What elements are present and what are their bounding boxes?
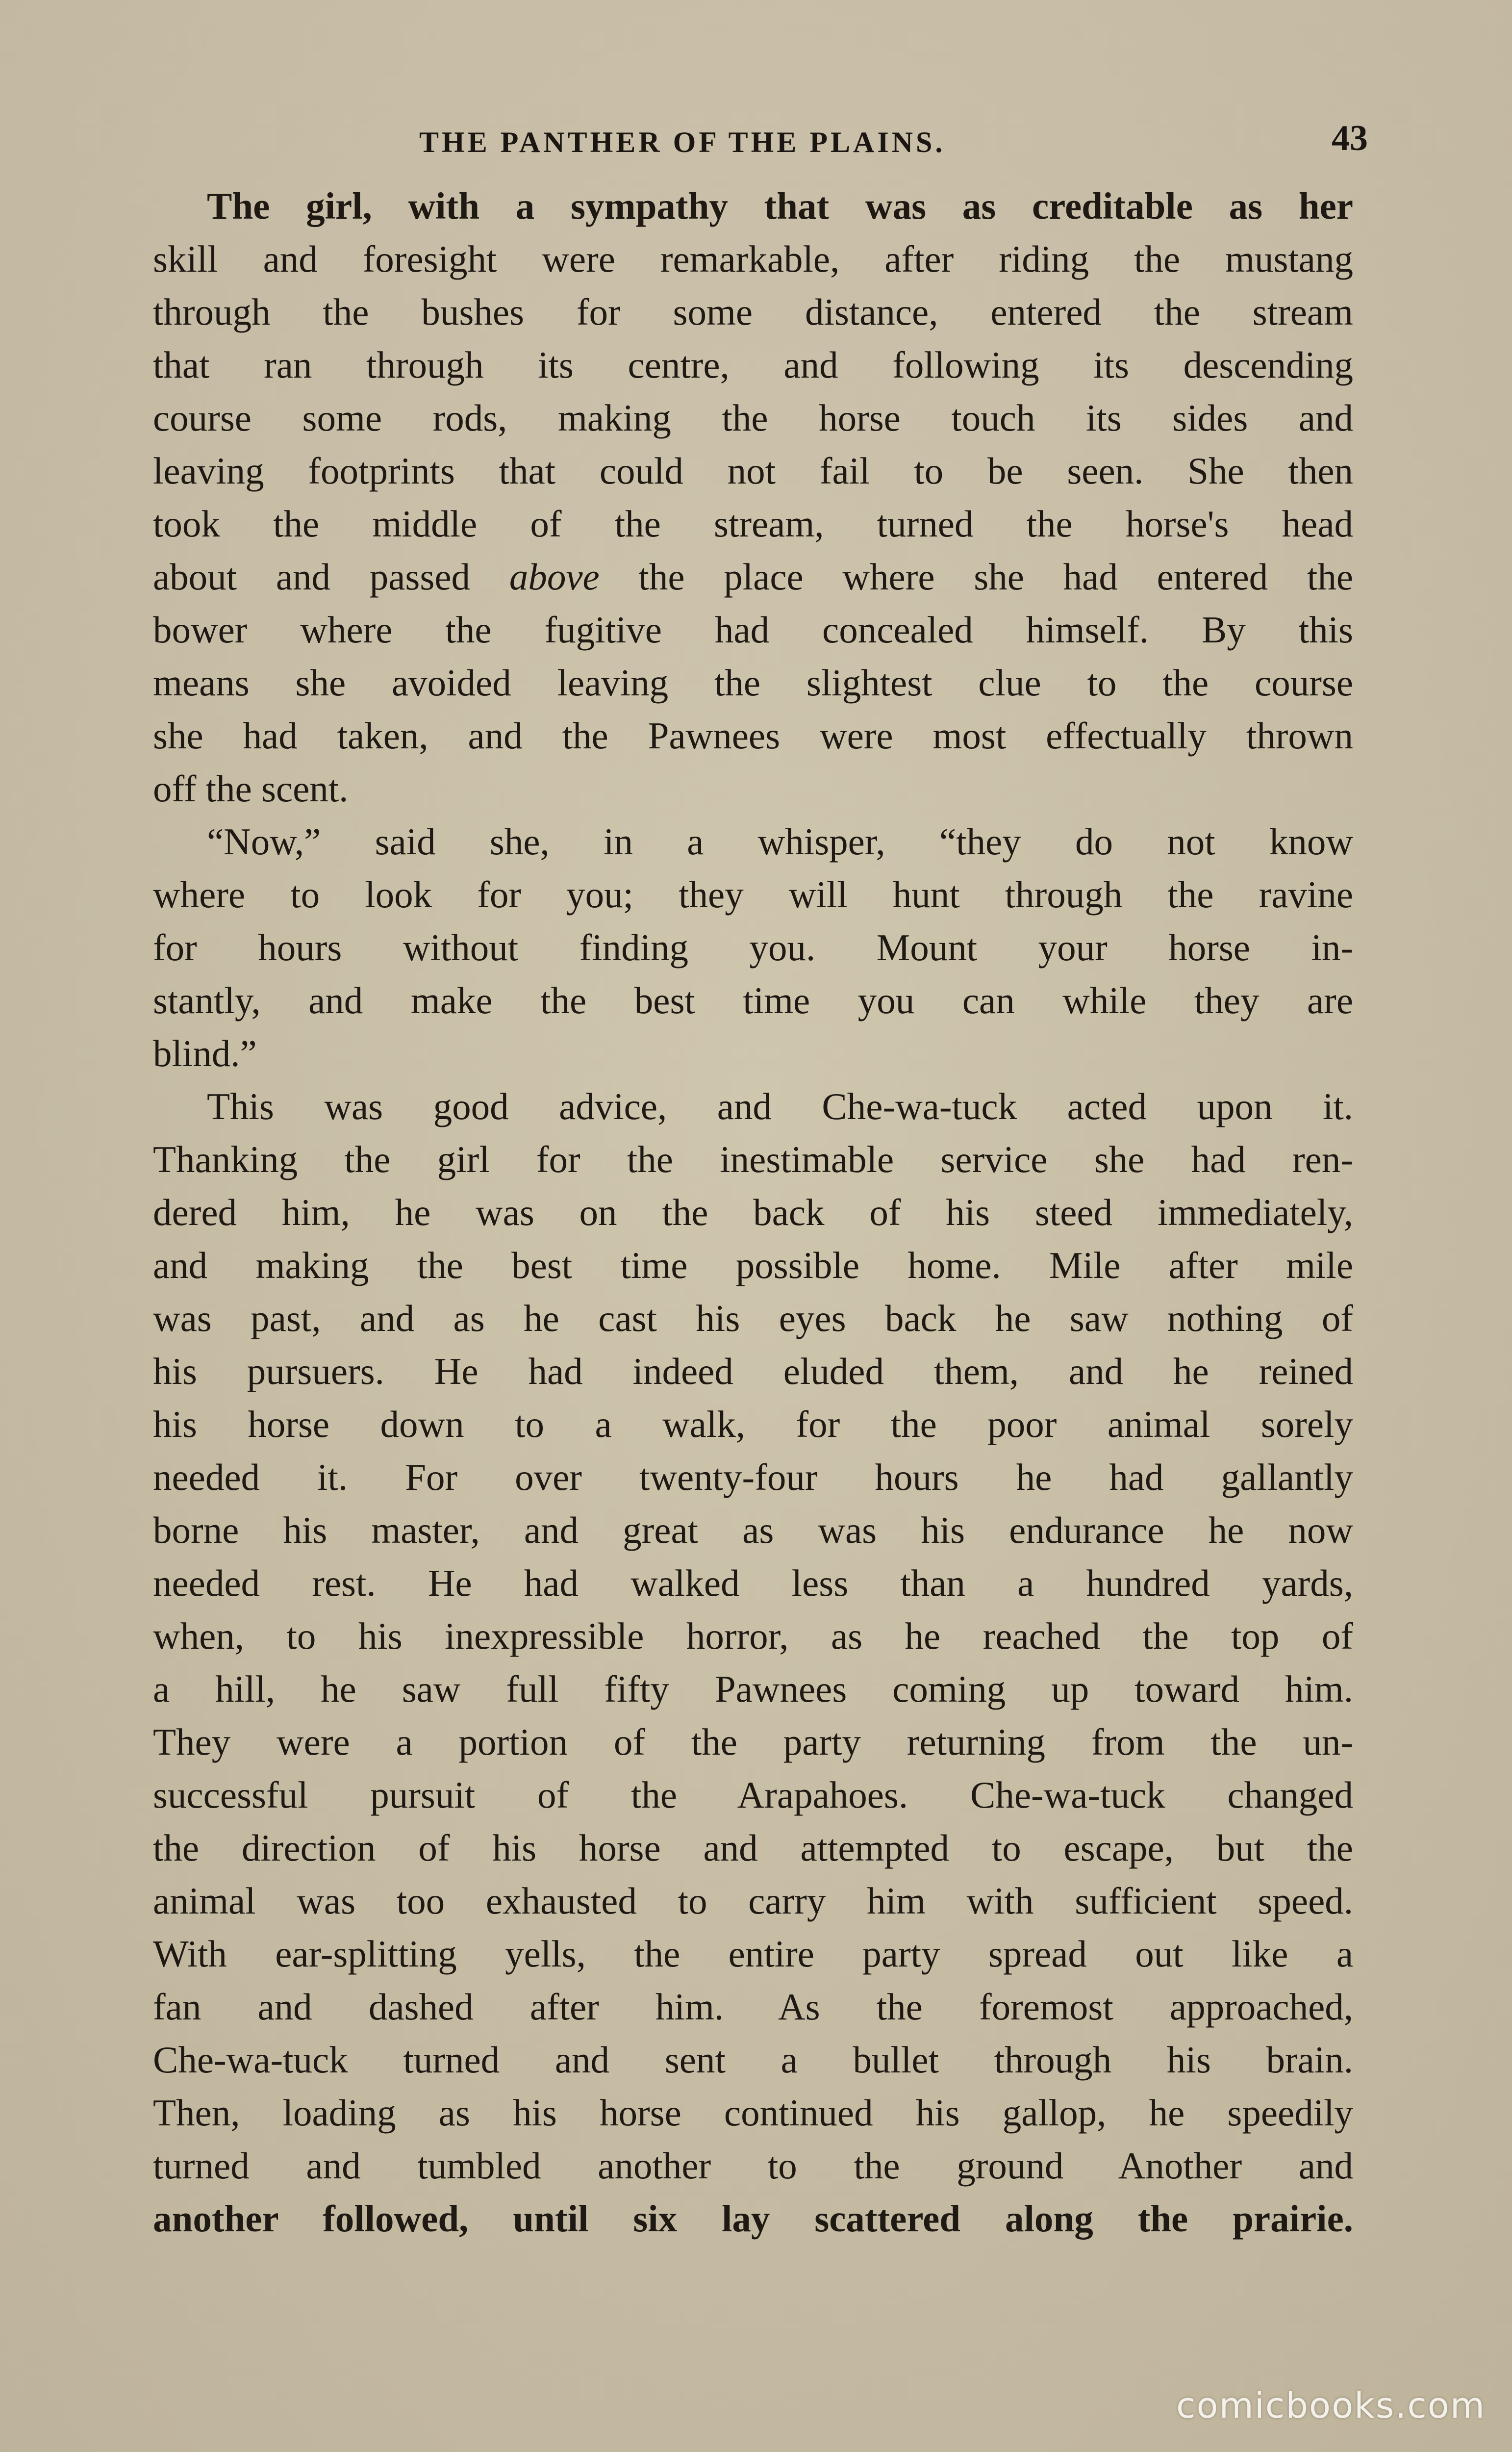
text-line: another followed, until six lay scattered along the prairie. bbox=[153, 2197, 1353, 2240]
text-line: blind.” bbox=[153, 1032, 257, 1074]
text-line: for hours without finding you. Mount your horse in- bbox=[153, 926, 1353, 969]
text-line: Thanking the girl for the inestimable service she had ren- bbox=[153, 1138, 1353, 1180]
body-text bbox=[153, 179, 1353, 2288]
text-line: animal was too exhausted to carry him with sufficient speed. bbox=[153, 1880, 1353, 1922]
text-line: turned and tumbled another to the ground Another and bbox=[153, 2145, 1353, 2187]
text-line: successful pursuit of the Arapahoes. Che-wa-tuck changed bbox=[153, 1774, 1353, 1816]
text-line: This was good advice, and Che-wa-tuck acted upon it. bbox=[207, 1085, 1353, 1127]
text-line: off the scent. bbox=[153, 767, 349, 810]
watermark: comicbooks.com bbox=[1176, 2385, 1486, 2426]
text-line: through the bushes for some distance, entered the stream bbox=[153, 291, 1353, 333]
text-line: borne his master, and great as was his endurance he now bbox=[153, 1509, 1353, 1551]
text-line: was past, and as he cast his eyes back he saw nothing of bbox=[153, 1297, 1353, 1339]
text-line: a hill, he saw full fifty Pawnees coming up toward him. bbox=[153, 1668, 1353, 1710]
text-line: she had taken, and the Pawnees were most effectually thrown bbox=[153, 715, 1353, 757]
text-line: the direction of his horse and attempted to escape, but the bbox=[153, 1827, 1353, 1869]
text-line: means she avoided leaving the slightest clue to the course bbox=[153, 662, 1353, 704]
text-line bbox=[153, 550, 1353, 603]
text-line: that ran through its centre, and following its descending bbox=[153, 344, 1353, 386]
text-line: Then, loading as his horse continued his gallop, he speedily bbox=[153, 2092, 1353, 2134]
text-line: needed rest. He had walked less than a hundred yards, bbox=[153, 1562, 1353, 1604]
text-line: bower where the fugitive had concealed himself. By this bbox=[153, 609, 1353, 651]
text-line: his pursuers. He had indeed eluded them, and he reined bbox=[153, 1350, 1353, 1392]
text-line: and making the best time possible home. Mile after mile bbox=[153, 1244, 1353, 1286]
text-line: where to look for you; they will hunt through the ravine bbox=[153, 873, 1353, 916]
text-line: took the middle of the stream, turned the horse's head bbox=[153, 503, 1353, 545]
text-line: needed it. For over twenty-four hours he had gallantly bbox=[153, 1456, 1353, 1498]
text-line: stantly, and make the best time you can while they are bbox=[153, 979, 1353, 1022]
text-line: course some rods, making the horse touch its sides and bbox=[153, 397, 1353, 439]
text-line: fan and dashed after him. As the foremost approached, bbox=[153, 1986, 1353, 2028]
text-line: “Now,” said she, in a whisper, “they do not know bbox=[207, 820, 1353, 863]
italic-word: above bbox=[509, 556, 600, 598]
text-line: With ear-splitting yells, the entire party spread out like a bbox=[153, 1933, 1353, 1975]
text-line: The girl, with a sympathy that was as creditable as her bbox=[207, 185, 1353, 227]
page-number: 43 bbox=[1332, 118, 1368, 158]
text-line: They were a portion of the party returning from the un- bbox=[153, 1721, 1353, 1763]
text-line: skill and foresight were remarkable, after riding the mustang bbox=[153, 238, 1353, 280]
text-line: his horse down to a walk, for the poor animal sorely bbox=[153, 1403, 1353, 1445]
text-line: dered him, he was on the back of his steed immediately, bbox=[153, 1191, 1353, 1233]
text-line: leaving footprints that could not fail to be seen. She then bbox=[153, 450, 1353, 492]
running-title: THE PANTHER OF THE PLAINS. bbox=[419, 126, 946, 158]
text-segment: about and passed bbox=[153, 556, 509, 598]
text-line: Che-wa-tuck turned and sent a bullet through his brain. bbox=[153, 2039, 1353, 2081]
text-line: when, to his inexpressible horror, as he reached the top of bbox=[153, 1615, 1353, 1657]
text-segment: the place where she had entered the bbox=[599, 556, 1354, 598]
